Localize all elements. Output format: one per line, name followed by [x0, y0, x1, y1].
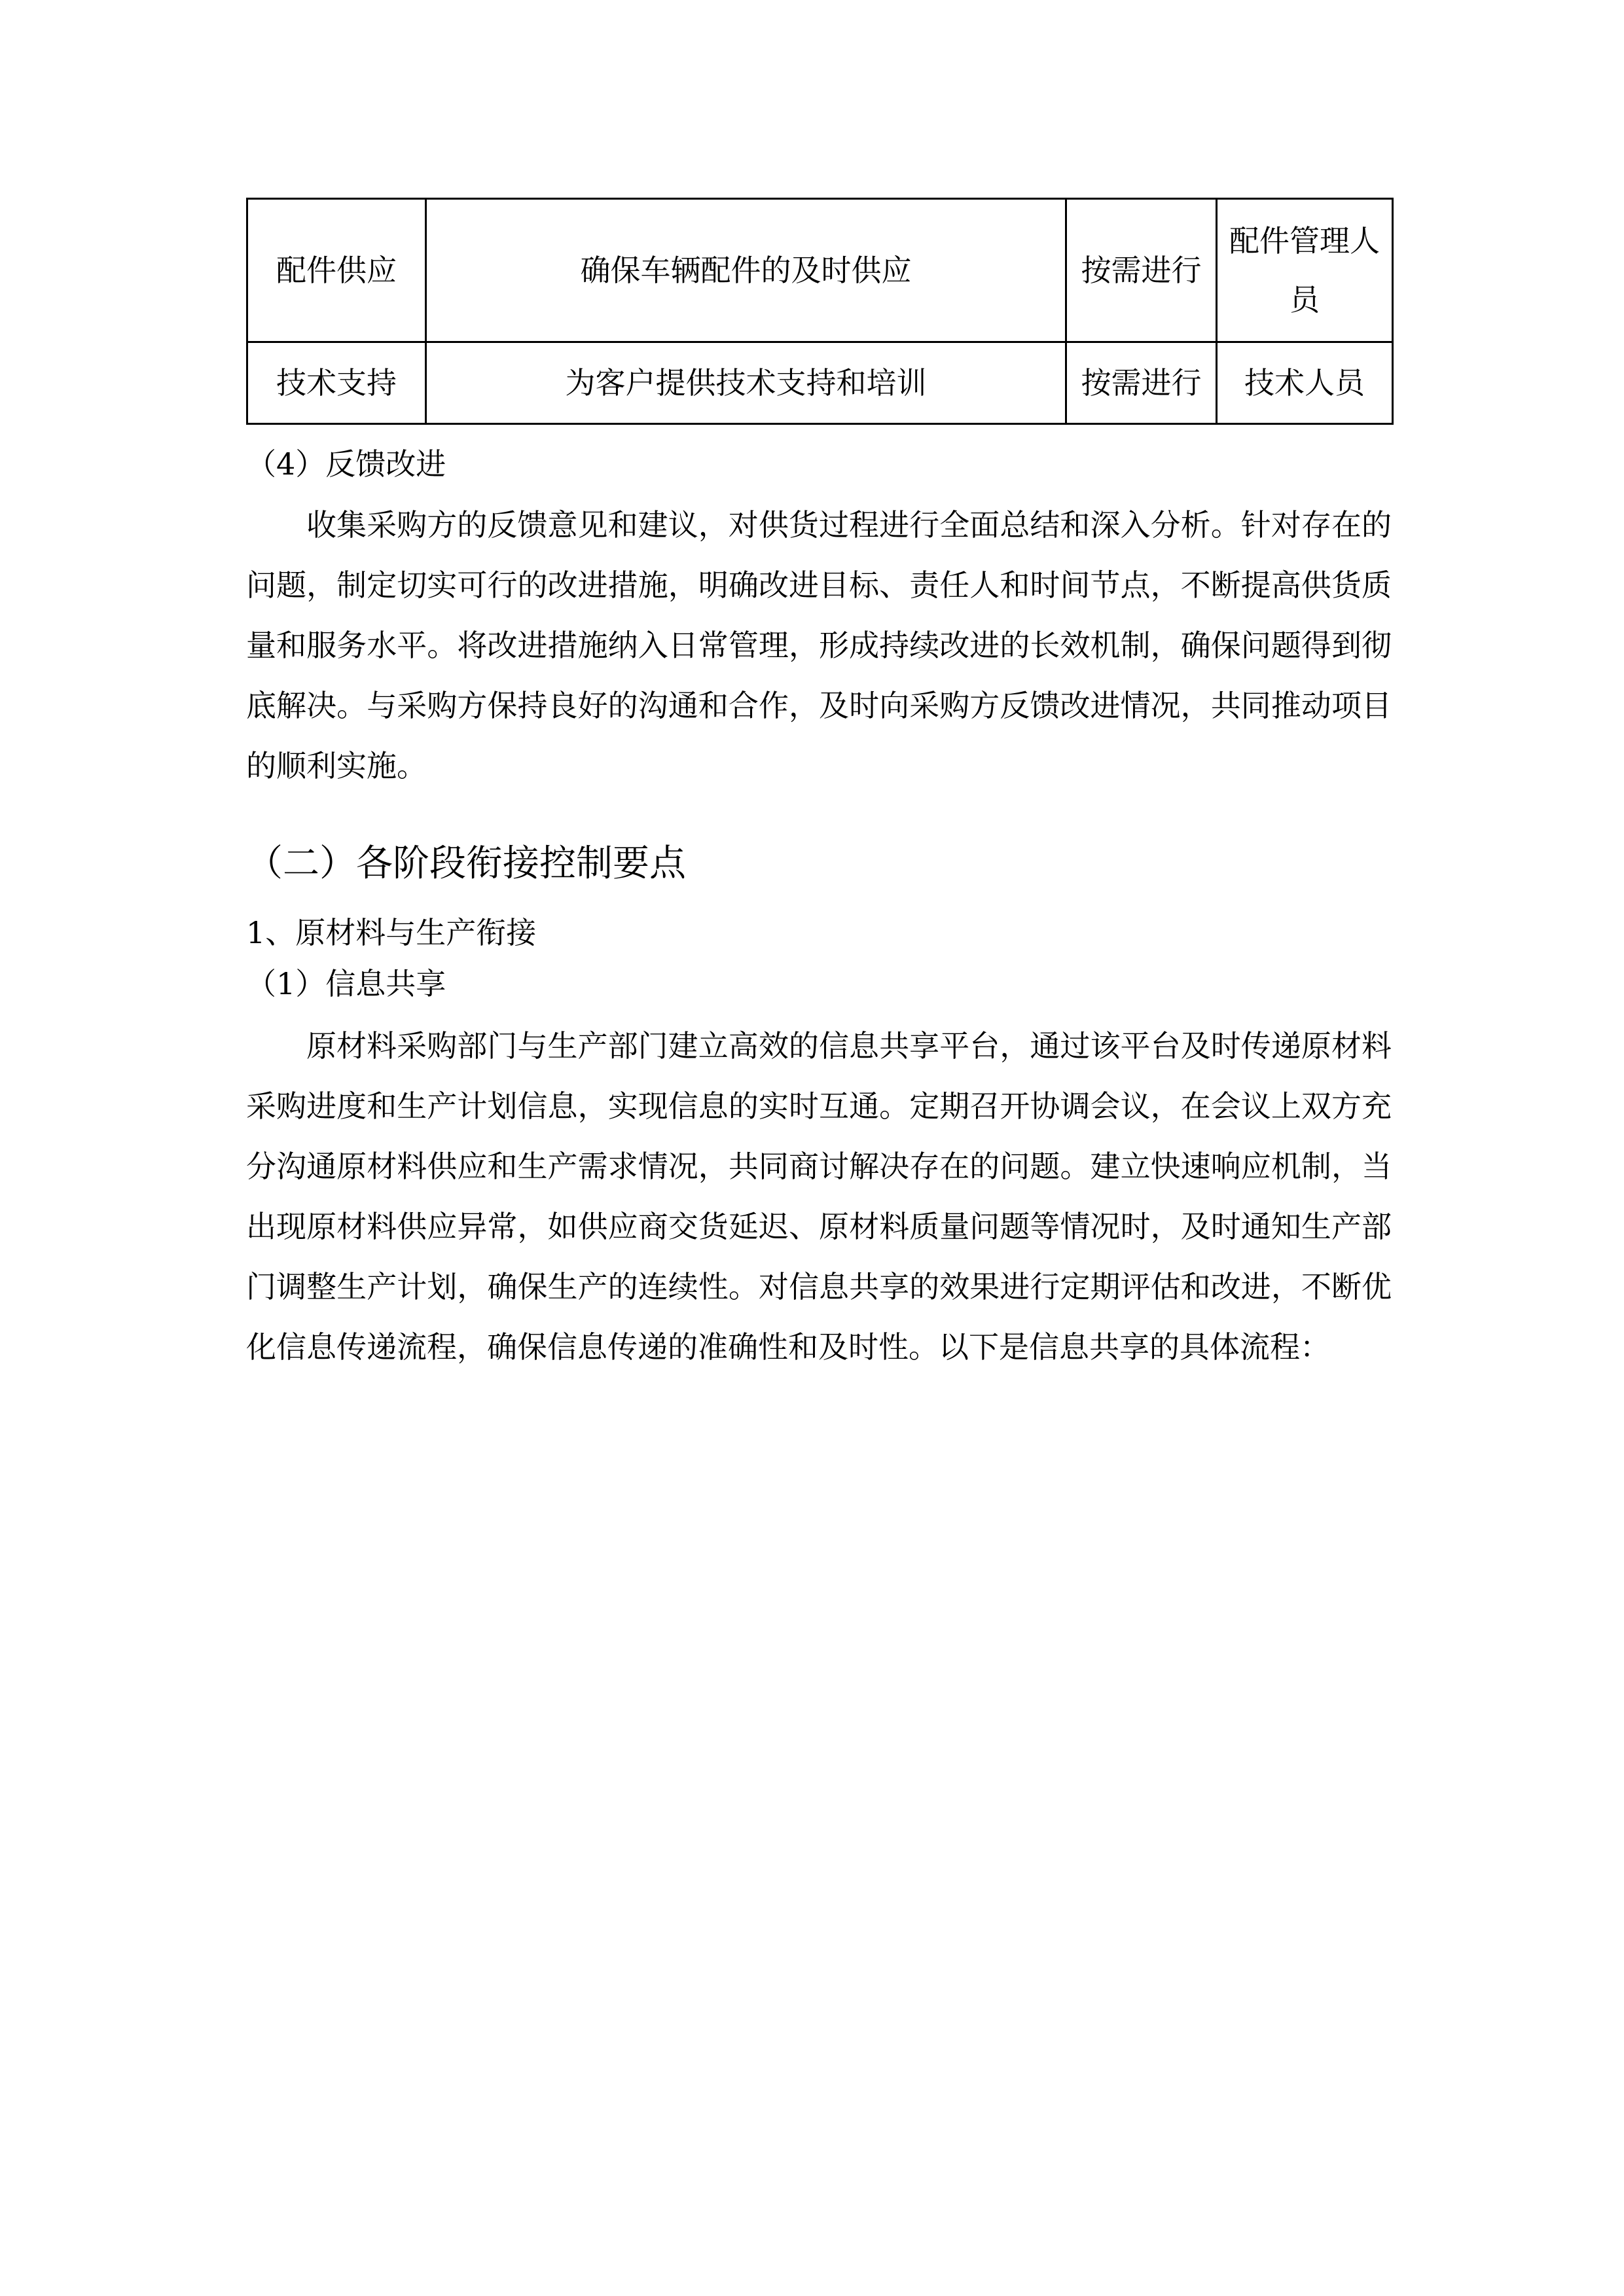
info-sharing-paragraph: 原材料采购部门与生产部门建立高效的信息共享平台，通过该平台及时传递原材料采购进度和生产计划信息，实现信息的实时互通。定期召开协调会议，在会议上双方充分沟通原材料供应和生产需求情况，共同商讨解决存在的问题。建立快速响应机制，当出现原材料供应异常，如供应商交货延迟、原材料质量问题等情况时，及时通知生产部门调整生产计划，确保生产的连续性。对信息共享的效果进行定期评估和改进，不断优化信息传递流程，确保信息传递的准确性和及时性。以下是信息共享的具体流程：: [246, 1028, 1392, 1365]
table-cell-content: 确保车辆配件的及时供应: [426, 199, 1066, 342]
table-cell-responsible: 配件管理人员: [1217, 199, 1393, 342]
table-cell-content: 为客户提供技术支持和培训: [426, 342, 1066, 424]
subsection-heading: 1、原材料与生产衔接: [246, 915, 537, 950]
table-row: [247, 342, 1393, 424]
subsubsection-heading: （1）信息共享: [246, 966, 446, 1001]
table-cell-item: 配件供应: [247, 199, 426, 342]
feedback-heading: （4）反馈改进: [246, 446, 446, 482]
table-cell-responsible: 技术人员: [1217, 342, 1393, 424]
table-row: [247, 199, 1393, 342]
table-cell-frequency: 按需进行: [1066, 342, 1217, 424]
section-heading: （二）各阶段衔接控制要点: [246, 842, 686, 885]
service-table: [246, 198, 1394, 425]
feedback-paragraph: 收集采购方的反馈意见和建议，对供货过程进行全面总结和深入分析。针对存在的问题，制定切实可行的改进措施，明确改进目标、责任人和时间节点，不断提高供货质量和服务水平。将改进措施纳入日常管理，形成持续改进的长效机制，确保问题得到彻底解决。与采购方保持良好的沟通和合作，及时向采购方反馈改进情况，共同推动项目的顺利实施。: [246, 507, 1392, 783]
table-cell-frequency: 按需进行: [1066, 199, 1217, 342]
table-cell-item: 技术支持: [247, 342, 426, 424]
